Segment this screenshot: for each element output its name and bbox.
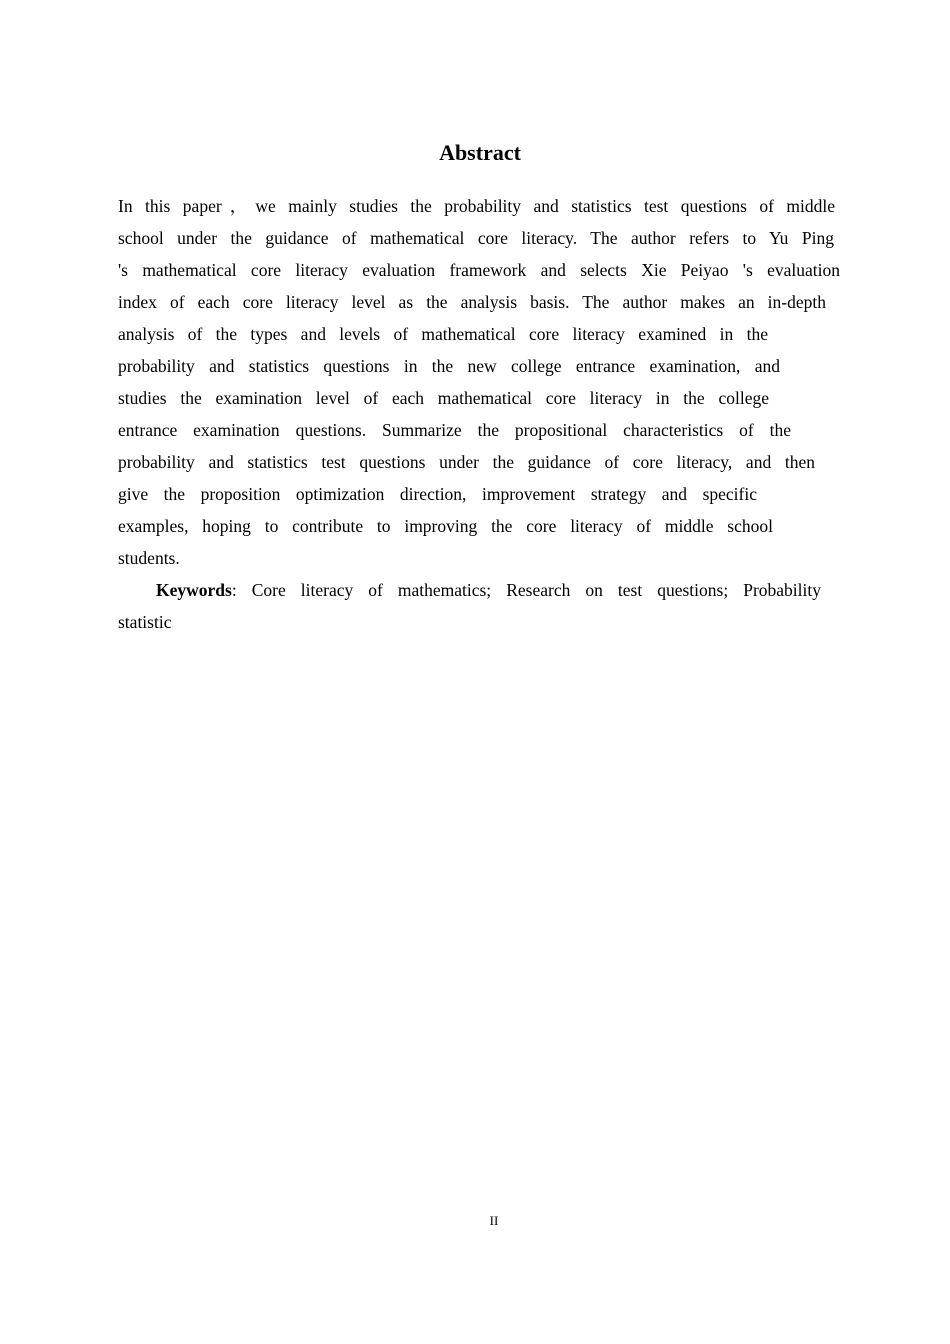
abstract-line: index of each core literacy level as the analysis basis. The author makes an in-depth: [118, 292, 826, 312]
abstract-title: Abstract: [439, 140, 521, 165]
abstract-line: studies the examination level of each mathematical core literacy in the college: [118, 388, 769, 408]
abstract-line: students.: [118, 548, 180, 568]
keywords-line: [156, 574, 821, 606]
keywords-text: : Core literacy of mathematics; Research on test questions; Probability: [231, 580, 821, 600]
abstract-line: school under the guidance of mathematical core literacy. The author refers to Yu Ping: [118, 228, 834, 248]
abstract-line: probability and statistics questions in the new college entrance examination, and: [118, 356, 780, 376]
abstract-line: analysis of the types and levels of mathematical core literacy examined in the: [118, 324, 768, 344]
abstract-line: give the proposition optimization direction, improvement strategy and specific: [118, 484, 757, 504]
page-number: II: [489, 1213, 499, 1228]
abstract-line: In this paper，we mainly studies the probability and statistics test questions of middle: [118, 196, 835, 216]
keywords-continuation: statistic: [118, 612, 172, 632]
abstract-line: 's mathematical core literacy evaluation framework and selects Xie Peiyao 's evaluation: [118, 260, 840, 280]
keywords-label: Keywords: [156, 580, 232, 600]
abstract-line: entrance examination questions. Summarize the propositional characteristics of the: [118, 420, 791, 440]
abstract-line: probability and statistics test questions under the guidance of core literacy, and then: [118, 452, 815, 472]
abstract-line: examples, hoping to contribute to improving the core literacy of middle school: [118, 516, 773, 536]
abstract-body: [118, 190, 848, 638]
